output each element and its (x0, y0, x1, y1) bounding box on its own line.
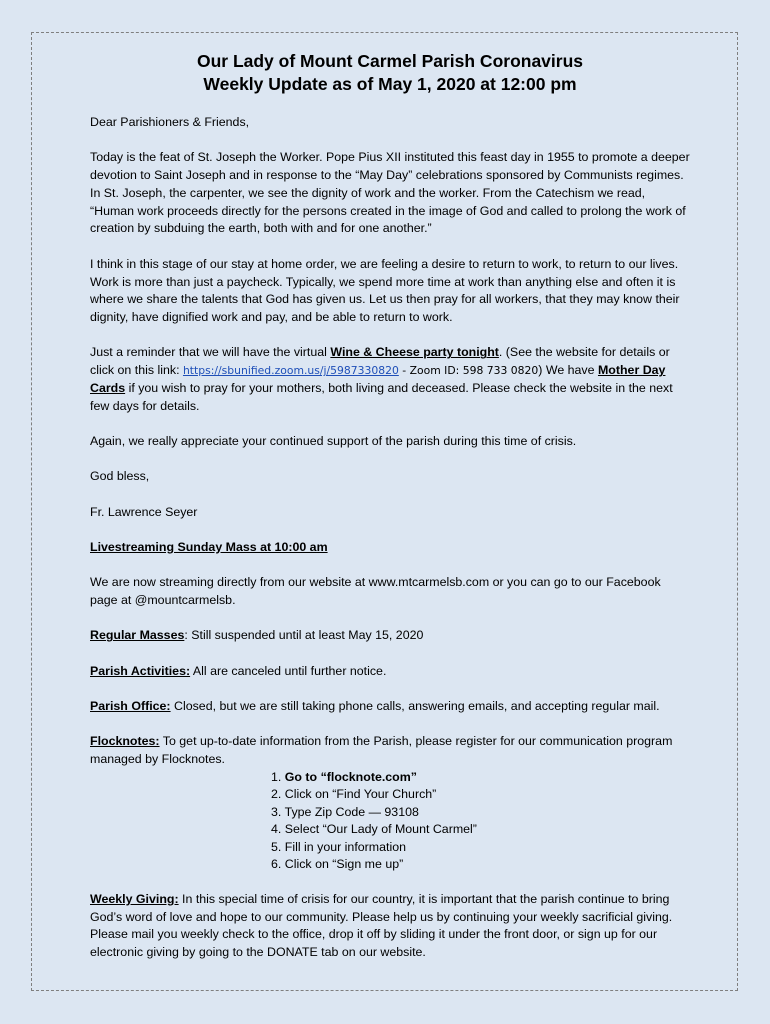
mother-day-highlight: Mother Day Cards (90, 363, 666, 396)
step-item: 1. Go to “flocknote.com” (271, 769, 417, 784)
regular-masses-label: Regular Masses (90, 628, 185, 643)
title-line-2: Weekly Update as of May 1, 2020 at 12:00 pm (203, 74, 577, 94)
document-body (90, 50, 690, 962)
signature: Fr. Lawrence Seyer (90, 504, 198, 519)
zoom-id: - Zoom ID: 598 733 0820 (398, 364, 539, 378)
paragraph-reminder: Just a reminder that we will have the virtual Wine & Cheese party tonight. (See the website for details or click on this link: https://sbunified.zoom.us/j/5987330820 - Zoom ID: 598 733 0820) We have Mother Day Cards if you wish to pray for your mothers, both living and deceased. Please check the website in the next few days for details. (90, 345, 673, 413)
step-item: 6. Click on “Sign me up” (271, 856, 404, 871)
closing: God bless, (90, 469, 150, 484)
paragraph-feast: Today is the feat of St. Joseph the Worker. Pope Pius XII instituted this feast day in 1955 to promote a deeper devotion to Saint Joseph and in response to the “May Day” celebrations sponsored by Communists regimes. In St. Joseph, the carpenter, we see the dignity of work and the worker. From the Catechism we read, “Human work proceeds directly for the persons created in the image of God and called to prolong the work of creation by subduing the earth, both with and for one another.” (90, 150, 690, 236)
flocknotes-steps (271, 769, 690, 873)
parish-activities: Parish Activities: All are canceled until further notice. (90, 663, 387, 678)
regular-masses: Regular Masses: Still suspended until at least May 15, 2020 (90, 628, 424, 643)
step-item: 3. Type Zip Code — 93108 (271, 804, 419, 819)
parish-office-label: Parish Office: (90, 699, 171, 714)
flocknotes: Flocknotes: To get up-to-date information from the Parish, please register for our communication program managed by Flocknotes. (90, 734, 673, 767)
zoom-link[interactable]: https://sbunified.zoom.us/j/5987330820 (182, 364, 399, 378)
flocknotes-label: Flocknotes: (90, 734, 160, 749)
title-line-1: Our Lady of Mount Carmel Parish Coronavirus (196, 51, 584, 71)
livestream-text: We are now streaming directly from our website at www.mtcarmelsb.com or you can go to our Facebook page at @mountcarmelsb. (90, 575, 661, 608)
parish-office: Parish Office: Closed, but we are still taking phone calls, answering emails, and accepting regular mail. (90, 699, 660, 714)
step-item: 2. Click on “Find Your Church” (271, 787, 437, 802)
paragraph-work: I think in this stage of our stay at home order, we are feeling a desire to return to work, to return to our lives. Work is more than just a paycheck. Typically, we spend more time at work than anything else and often it is where we share the talents that God has given us. Let us then pray for all workers, that they may know their dignity, have dignified work and pay, and be able to return to work. (90, 256, 680, 325)
parish-activities-label: Parish Activities: (90, 663, 191, 678)
page-title (90, 50, 690, 96)
step-item: 4. Select “Our Lady of Mount Carmel” (271, 822, 477, 837)
paragraph-thanks: Again, we really appreciate your continued support of the parish during this time of crisis. (90, 434, 577, 449)
wine-cheese-highlight: Wine & Cheese party tonight (330, 345, 499, 360)
weekly-giving: Weekly Giving: In this special time of crisis for our country, it is important that the parish continue to bring God’s word of love and hope to our community. Please help us by continuing your weekly sacrificial giving. Please mail you weekly check to the office, drop it off by sliding it under the front door, or sign up for our electronic giving by going to the DONATE tab on our website. (90, 891, 673, 960)
greeting: Dear Parishioners & Friends, (90, 115, 250, 129)
livestream-heading: Livestreaming Sunday Mass at 10:00 am (90, 540, 328, 555)
step-item: 5. Fill in your information (271, 839, 406, 854)
weekly-giving-label: Weekly Giving: (90, 891, 179, 906)
